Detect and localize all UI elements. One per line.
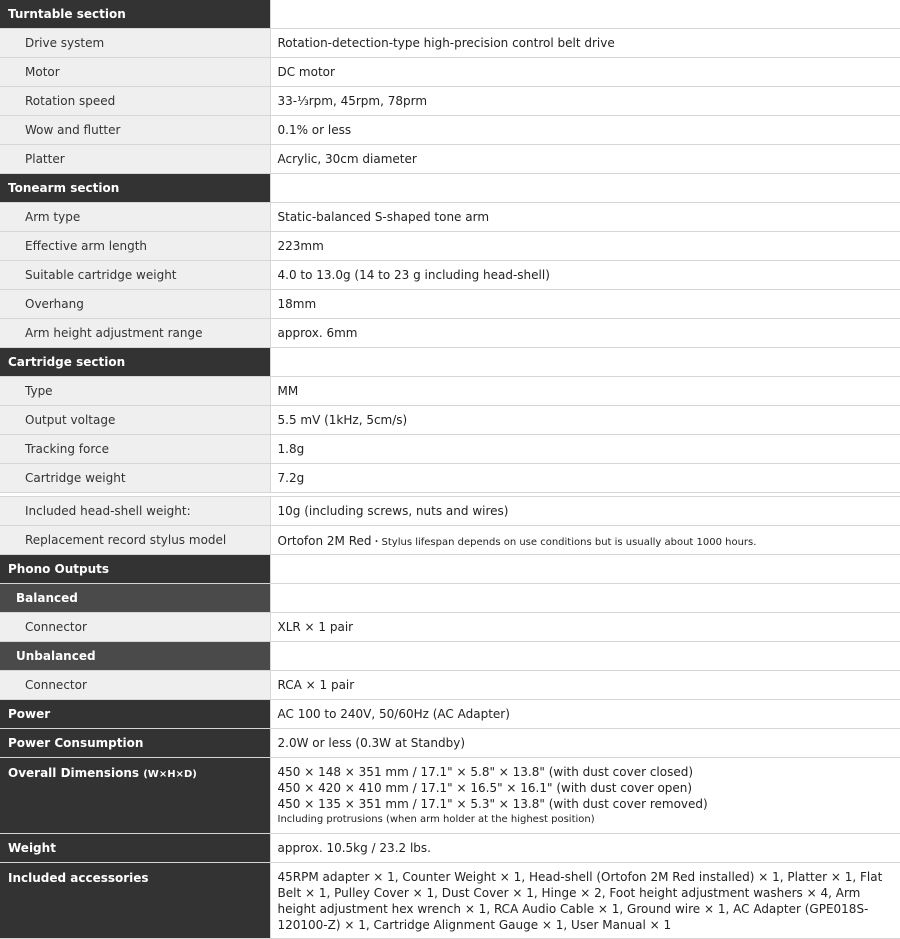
spec-row [0,406,900,435]
subsection-title: Unbalanced [0,642,270,671]
subsection-header-balanced [0,584,900,613]
spec-value: approx. 10.5kg / 23.2 lbs. [270,834,900,863]
spec-label: Overhang [0,290,270,319]
spec-label: Effective arm length [0,232,270,261]
spec-label: Platter [0,145,270,174]
spec-value: 1.8g [270,435,900,464]
section-title: Turntable section [0,0,270,29]
section-title: Phono Outputs [0,555,270,584]
section-header-tonearm [0,174,900,203]
spec-row [0,613,900,642]
spec-row [0,87,900,116]
spec-row-power [0,700,900,729]
subsection-title: Balanced [0,584,270,613]
spec-label: Included accessories [0,863,270,939]
dimension-line: 450 × 148 × 351 mm / 17.1" × 5.8" × 13.8" (with dust cover closed) [278,764,900,780]
spec-value: Rotation-detection-type high-precision control belt drive [270,29,900,58]
spec-label [0,758,270,834]
spec-row-accessories [0,863,900,939]
dimension-note: Including protrusions (when arm holder at the highest position) [278,812,900,828]
spec-row [0,261,900,290]
spec-value: MM [270,377,900,406]
dimensions-label: Overall Dimensions [8,766,139,780]
spec-row [0,29,900,58]
spec-value: DC motor [270,58,900,87]
spec-row [0,290,900,319]
spec-label: Arm height adjustment range [0,319,270,348]
spec-row [0,671,900,700]
spec-label: Weight [0,834,270,863]
spec-label: Connector [0,613,270,642]
spec-row [0,58,900,87]
spec-label: Wow and flutter [0,116,270,145]
spec-label: Type [0,377,270,406]
dimensions-label-suffix: (W×H×D) [143,769,197,780]
spec-row [0,497,900,526]
spec-label: Arm type [0,203,270,232]
spec-label: Drive system [0,29,270,58]
spec-label: Power Consumption [0,729,270,758]
stylus-note: ・Stylus lifespan depends on use conditions but is usually about 1000 hours. [372,537,757,548]
spec-row [0,116,900,145]
stylus-model: Ortofon 2M Red [278,534,372,548]
spec-row [0,319,900,348]
spec-label: Connector [0,671,270,700]
spec-value: 10g (including screws, nuts and wires) [270,497,900,526]
spec-label: Replacement record stylus model [0,526,270,555]
spec-value [270,758,900,834]
spec-row-dimensions [0,758,900,834]
spec-label: Power [0,700,270,729]
section-header-turntable [0,0,900,29]
spec-label: Cartridge weight [0,464,270,493]
spec-row [0,464,900,493]
section-title: Tonearm section [0,174,270,203]
spec-row [0,145,900,174]
spec-value: approx. 6mm [270,319,900,348]
spec-value [270,526,900,555]
spec-row-weight [0,834,900,863]
spec-value: 7.2g [270,464,900,493]
spec-value: XLR × 1 pair [270,613,900,642]
dimension-line: 450 × 420 × 410 mm / 17.1" × 16.5" × 16.1" (with dust cover open) [278,780,900,796]
dimension-line: 450 × 135 × 351 mm / 17.1" × 5.3" × 13.8" (with dust cover removed) [278,796,900,812]
spec-label: Rotation speed [0,87,270,116]
subsection-header-unbalanced [0,642,900,671]
spec-row [0,377,900,406]
spec-value: 33-⅓rpm, 45rpm, 78prm [270,87,900,116]
section-header-phono [0,555,900,584]
section-title: Cartridge section [0,348,270,377]
spec-value: 2.0W or less (0.3W at Standby) [270,729,900,758]
spec-label: Suitable cartridge weight [0,261,270,290]
spec-value: 223mm [270,232,900,261]
spec-value: Static-balanced S-shaped tone arm [270,203,900,232]
spec-row [0,203,900,232]
spec-row-stylus [0,526,900,555]
spec-value: Acrylic, 30cm diameter [270,145,900,174]
spec-value: 0.1% or less [270,116,900,145]
spec-value: 18mm [270,290,900,319]
spec-value: 45RPM adapter × 1, Counter Weight × 1, Head-shell (Ortofon 2M Red installed) × 1, Platter × 1, Flat Belt × 1, Pulley Cover × 1, Dust Cover × 1, Hinge × 2, Foot height adjustment washers × 4, Arm height adjustment hex wrench × 1, RCA Audio Cable × 1, Ground wire × 1, AC Adapter (GPE018S-120100-Z) × 1, Cartridge Alignment Gauge × 1, User Manual × 1 [270,863,900,939]
spec-row [0,435,900,464]
spec-row-power-consumption [0,729,900,758]
spec-value: 5.5 mV (1kHz, 5cm/s) [270,406,900,435]
spec-row [0,232,900,261]
section-header-cartridge [0,348,900,377]
spec-value: 4.0 to 13.0g (14 to 23 g including head-shell) [270,261,900,290]
spec-value: RCA × 1 pair [270,671,900,700]
spec-label: Output voltage [0,406,270,435]
spec-label: Tracking force [0,435,270,464]
spec-label: Included head-shell weight: [0,497,270,526]
spec-value: AC 100 to 240V, 50/60Hz (AC Adapter) [270,700,900,729]
spec-label: Motor [0,58,270,87]
